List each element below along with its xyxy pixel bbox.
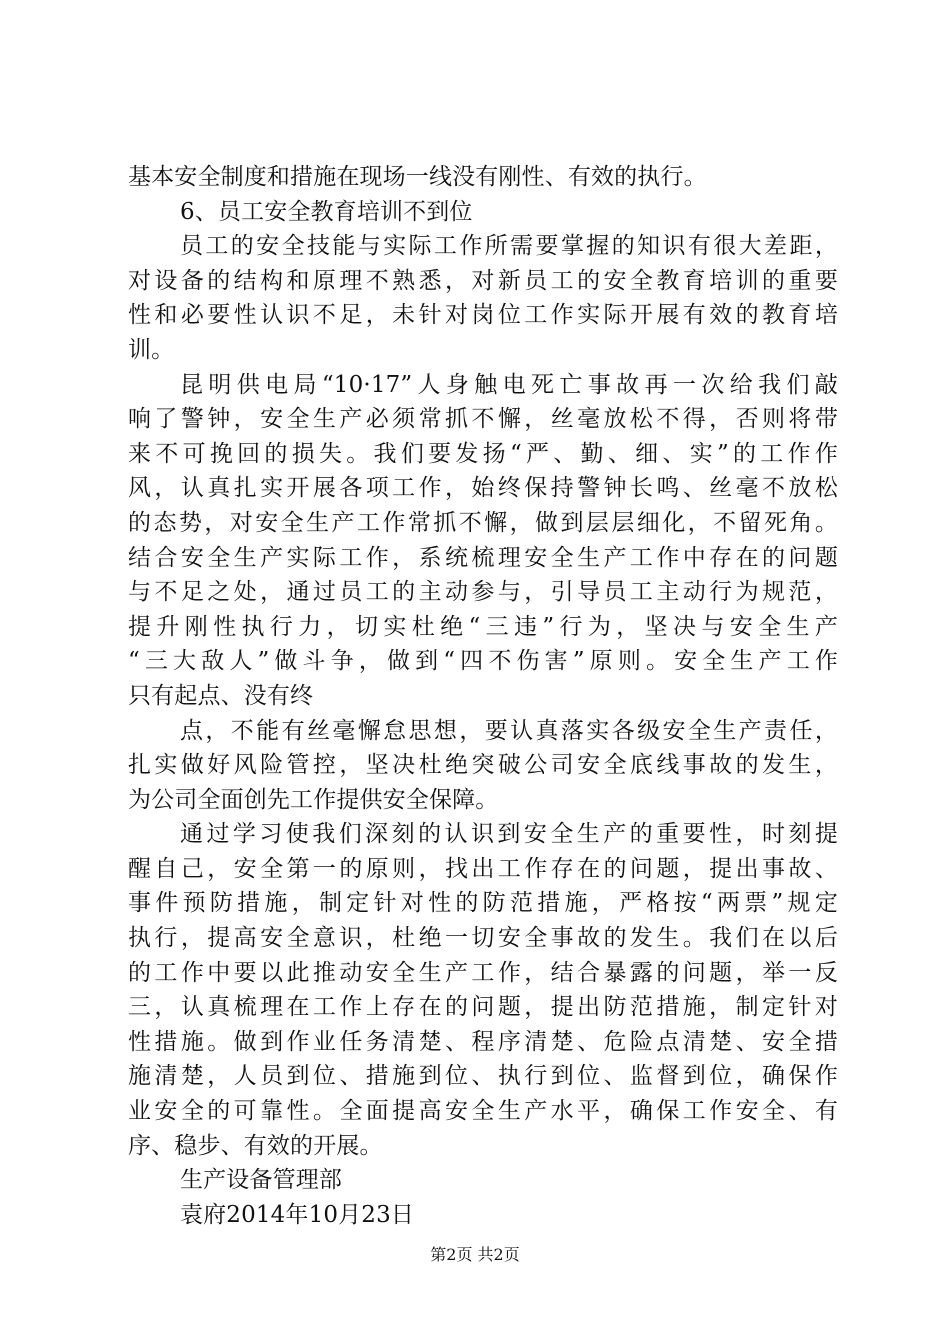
text-line: 响了警钟，安全生产必须常抓不懈，丝毫放松不得，否则将带: [128, 406, 838, 433]
text-line: 6、员工安全教育培训不到位: [180, 198, 473, 225]
text-line: “三大敌人”做斗争，做到“四不伤害”原则。安全生产工作: [128, 648, 838, 675]
text-line: 风，认真扎实开展各项工作，始终保持警钟长鸣、丝毫不放松: [128, 475, 838, 502]
text-line: 性和必要性认识不足，未针对岗位工作实际开展有效的教育培: [128, 302, 838, 329]
page-number-footer: 第2页 共2页: [430, 1245, 520, 1264]
text-line: 与不足之处，通过员工的主动参与，引导员工主动行为规范，: [128, 579, 838, 606]
text-line: 提升刚性执行力，切实杜绝“三违”行为，坚决与安全生产: [128, 613, 838, 640]
text-line: 醒自己，安全第一的原则，找出工作存在的问题，提出事故、: [128, 855, 838, 882]
text-line: 来不可挽回的损失。我们要发扬“严、勤、细、实”的工作作: [128, 440, 838, 467]
text-line: 对设备的结构和原理不熟悉，对新员工的安全教育培训的重要: [128, 267, 838, 294]
text-line: 执行，提高安全意识，杜绝一切安全事故的发生。我们在以后: [128, 925, 838, 952]
text-line: 业安全的可靠性。全面提高安全生产水平，确保工作安全、有: [128, 1098, 838, 1125]
text-line: 结合安全生产实际工作，系统梳理安全生产工作中存在的问题: [128, 544, 838, 571]
text-line: 训。: [128, 336, 175, 363]
text-line: 扎实做好风险管控，坚决杜绝突破公司安全底线事故的发生，: [128, 752, 838, 779]
document-body: [128, 160, 838, 1232]
text-line: 通过学习使我们深刻的认识到安全生产的重要性，时刻提: [180, 821, 838, 848]
text-line: 生产设备管理部: [180, 1167, 343, 1194]
text-line: 三，认真梳理在工作上存在的问题，提出防范措施，制定针对: [128, 994, 838, 1021]
text-line: 施清楚，人员到位、措施到位、执行到位、监督到位，确保作: [128, 1063, 838, 1090]
text-line: 基本安全制度和措施在现场一线没有刚性、有效的执行。: [128, 164, 707, 190]
text-line: 的态势，对安全生产工作常抓不懈，做到层层细化，不留死角。: [128, 509, 838, 536]
text-line: 袁府2014年10月23日: [180, 1201, 415, 1228]
text-line: 事件预防措施，制定针对性的防范措施，严格按“两票”规定: [128, 890, 838, 917]
text-line: 点，不能有丝毫懈怠思想，要认真落实各级安全生产责任，: [180, 717, 838, 744]
text-line: 员工的安全技能与实际工作所需要掌握的知识有很大差距，: [180, 233, 838, 260]
text-line: 昆明供电局“10·17”人身触电死亡事故再一次给我们敲: [180, 371, 838, 398]
text-line: 性措施。做到作业任务清楚、程序清楚、危险点清楚、安全措: [128, 1028, 838, 1055]
text-line: 只有起点、没有终: [128, 682, 314, 709]
text-line: 为公司全面创先工作提供安全保障。: [128, 786, 499, 813]
text-line: 序、稳步、有效的开展。: [128, 1132, 383, 1159]
text-line: 的工作中要以此推动安全生产工作，结合暴露的问题，举一反: [128, 959, 838, 986]
